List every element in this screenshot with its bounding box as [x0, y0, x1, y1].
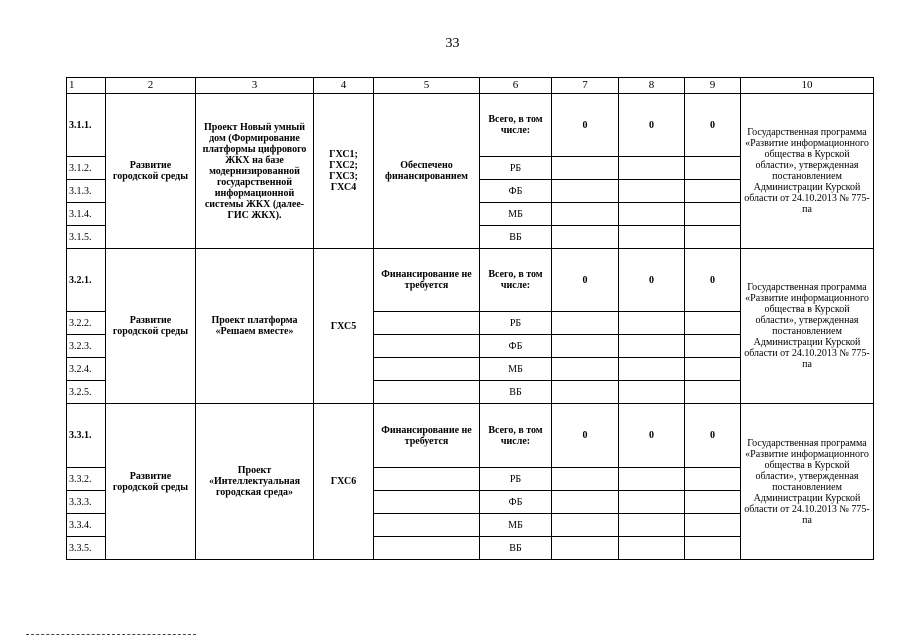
- value-cell: [619, 537, 685, 560]
- program-cell: Государственная программа «Развитие информационного общества в Курской области», утвержденная постановлением Администрации Курской области от 24.10.2013 № 775-па: [741, 94, 874, 249]
- program-table: [66, 77, 874, 560]
- financing-cell: Финансирование не требуется: [374, 249, 480, 312]
- row-number: 3.1.3.: [67, 180, 106, 203]
- financing-cell: [374, 358, 480, 381]
- value-cell: 0: [685, 94, 741, 157]
- project-cell: Проект «Интеллектуальная городская среда»: [196, 404, 314, 560]
- value-cell: [685, 491, 741, 514]
- value-cell: [552, 537, 619, 560]
- funding-source-cell: ФБ: [480, 335, 552, 358]
- financing-cell: Обеспечено финансированием: [374, 94, 480, 249]
- value-cell: [685, 180, 741, 203]
- funding-source-cell: МБ: [480, 358, 552, 381]
- row-number: 3.3.5.: [67, 537, 106, 560]
- funding-source-cell: ВБ: [480, 381, 552, 404]
- codes-cell: ГХС6: [314, 404, 374, 560]
- footer-divider: [26, 634, 196, 635]
- table-row: [67, 404, 874, 468]
- value-cell: [552, 514, 619, 537]
- value-cell: [552, 358, 619, 381]
- row-number: 3.3.1.: [67, 404, 106, 468]
- value-cell: [619, 358, 685, 381]
- value-cell: [685, 312, 741, 335]
- value-cell: [552, 312, 619, 335]
- value-cell: [552, 226, 619, 249]
- value-cell: [619, 514, 685, 537]
- row-number: 3.2.3.: [67, 335, 106, 358]
- funding-source-cell: ФБ: [480, 491, 552, 514]
- value-cell: [552, 468, 619, 491]
- funding-source-cell: Всего, в том числе:: [480, 404, 552, 468]
- value-cell: [619, 226, 685, 249]
- project-cell: Проект Новый умный дом (Формирование платформы цифрового ЖКХ на базе модернизированной государственной информационной системы ЖКХ (далее- ГИС ЖКХ).: [196, 94, 314, 249]
- value-cell: [685, 203, 741, 226]
- funding-source-cell: ФБ: [480, 180, 552, 203]
- funding-source-cell: РБ: [480, 157, 552, 180]
- project-cell: Проект платформа «Решаем вместе»: [196, 249, 314, 404]
- financing-cell: [374, 537, 480, 560]
- codes-cell: ГХС1; ГХС2; ГХС3; ГХС4: [314, 94, 374, 249]
- page-number: 33: [445, 36, 460, 51]
- col-header-4: 4: [314, 78, 374, 94]
- financing-cell: [374, 312, 480, 335]
- row-number: 3.1.5.: [67, 226, 106, 249]
- value-cell: 0: [685, 404, 741, 468]
- financing-cell: [374, 514, 480, 537]
- program-cell: Государственная программа «Развитие информационного общества в Курской области», утвержденная постановлением Администрации Курской области от 24.10.2013 № 775-па: [741, 404, 874, 560]
- row-number: 3.3.3.: [67, 491, 106, 514]
- financing-cell: [374, 468, 480, 491]
- value-cell: [685, 468, 741, 491]
- value-cell: 0: [552, 249, 619, 312]
- col-header-10: 10: [741, 78, 874, 94]
- value-cell: [552, 335, 619, 358]
- financing-cell: Финансирование не требуется: [374, 404, 480, 468]
- funding-source-cell: Всего, в том числе:: [480, 249, 552, 312]
- value-cell: 0: [685, 249, 741, 312]
- value-cell: [552, 180, 619, 203]
- value-cell: 0: [552, 94, 619, 157]
- value-cell: [619, 491, 685, 514]
- value-cell: [552, 381, 619, 404]
- funding-source-cell: МБ: [480, 514, 552, 537]
- value-cell: [685, 358, 741, 381]
- program-cell: Государственная программа «Развитие информационного общества в Курской области», утвержденная постановлением Администрации Курской области от 24.10.2013 № 775-па: [741, 249, 874, 404]
- col-header-6: 6: [480, 78, 552, 94]
- value-cell: 0: [619, 249, 685, 312]
- table-row: [67, 249, 874, 312]
- table-row: [67, 94, 874, 157]
- value-cell: [619, 312, 685, 335]
- sphere-cell: Развитие городской среды: [106, 94, 196, 249]
- sphere-cell: Развитие городской среды: [106, 249, 196, 404]
- col-header-9: 9: [685, 78, 741, 94]
- value-cell: [685, 226, 741, 249]
- row-number: 3.1.1.: [67, 94, 106, 157]
- col-header-8: 8: [619, 78, 685, 94]
- row-number: 3.2.4.: [67, 358, 106, 381]
- value-cell: 0: [619, 94, 685, 157]
- row-number: 3.1.2.: [67, 157, 106, 180]
- col-header-7: 7: [552, 78, 619, 94]
- codes-cell: ГХС5: [314, 249, 374, 404]
- funding-source-cell: РБ: [480, 468, 552, 491]
- row-number: 3.3.4.: [67, 514, 106, 537]
- value-cell: [552, 157, 619, 180]
- value-cell: [685, 537, 741, 560]
- value-cell: [685, 157, 741, 180]
- value-cell: [685, 381, 741, 404]
- row-number: 3.2.1.: [67, 249, 106, 312]
- value-cell: [552, 203, 619, 226]
- row-number: 3.1.4.: [67, 203, 106, 226]
- funding-source-cell: Всего, в том числе:: [480, 94, 552, 157]
- col-header-5: 5: [374, 78, 480, 94]
- row-number: 3.3.2.: [67, 468, 106, 491]
- value-cell: [619, 157, 685, 180]
- row-number: 3.2.2.: [67, 312, 106, 335]
- value-cell: [619, 180, 685, 203]
- value-cell: [685, 514, 741, 537]
- funding-source-cell: РБ: [480, 312, 552, 335]
- value-cell: [619, 335, 685, 358]
- value-cell: 0: [619, 404, 685, 468]
- funding-source-cell: ВБ: [480, 537, 552, 560]
- value-cell: [685, 335, 741, 358]
- value-cell: [619, 203, 685, 226]
- col-header-3: 3: [196, 78, 314, 94]
- value-cell: 0: [552, 404, 619, 468]
- col-header-2: 2: [106, 78, 196, 94]
- value-cell: [619, 468, 685, 491]
- financing-cell: [374, 491, 480, 514]
- funding-source-cell: МБ: [480, 203, 552, 226]
- col-header-1: 1: [67, 78, 106, 94]
- value-cell: [619, 381, 685, 404]
- row-number: 3.2.5.: [67, 381, 106, 404]
- column-header-row: [67, 78, 874, 94]
- funding-source-cell: ВБ: [480, 226, 552, 249]
- financing-cell: [374, 381, 480, 404]
- financing-cell: [374, 335, 480, 358]
- sphere-cell: Развитие городской среды: [106, 404, 196, 560]
- value-cell: [552, 491, 619, 514]
